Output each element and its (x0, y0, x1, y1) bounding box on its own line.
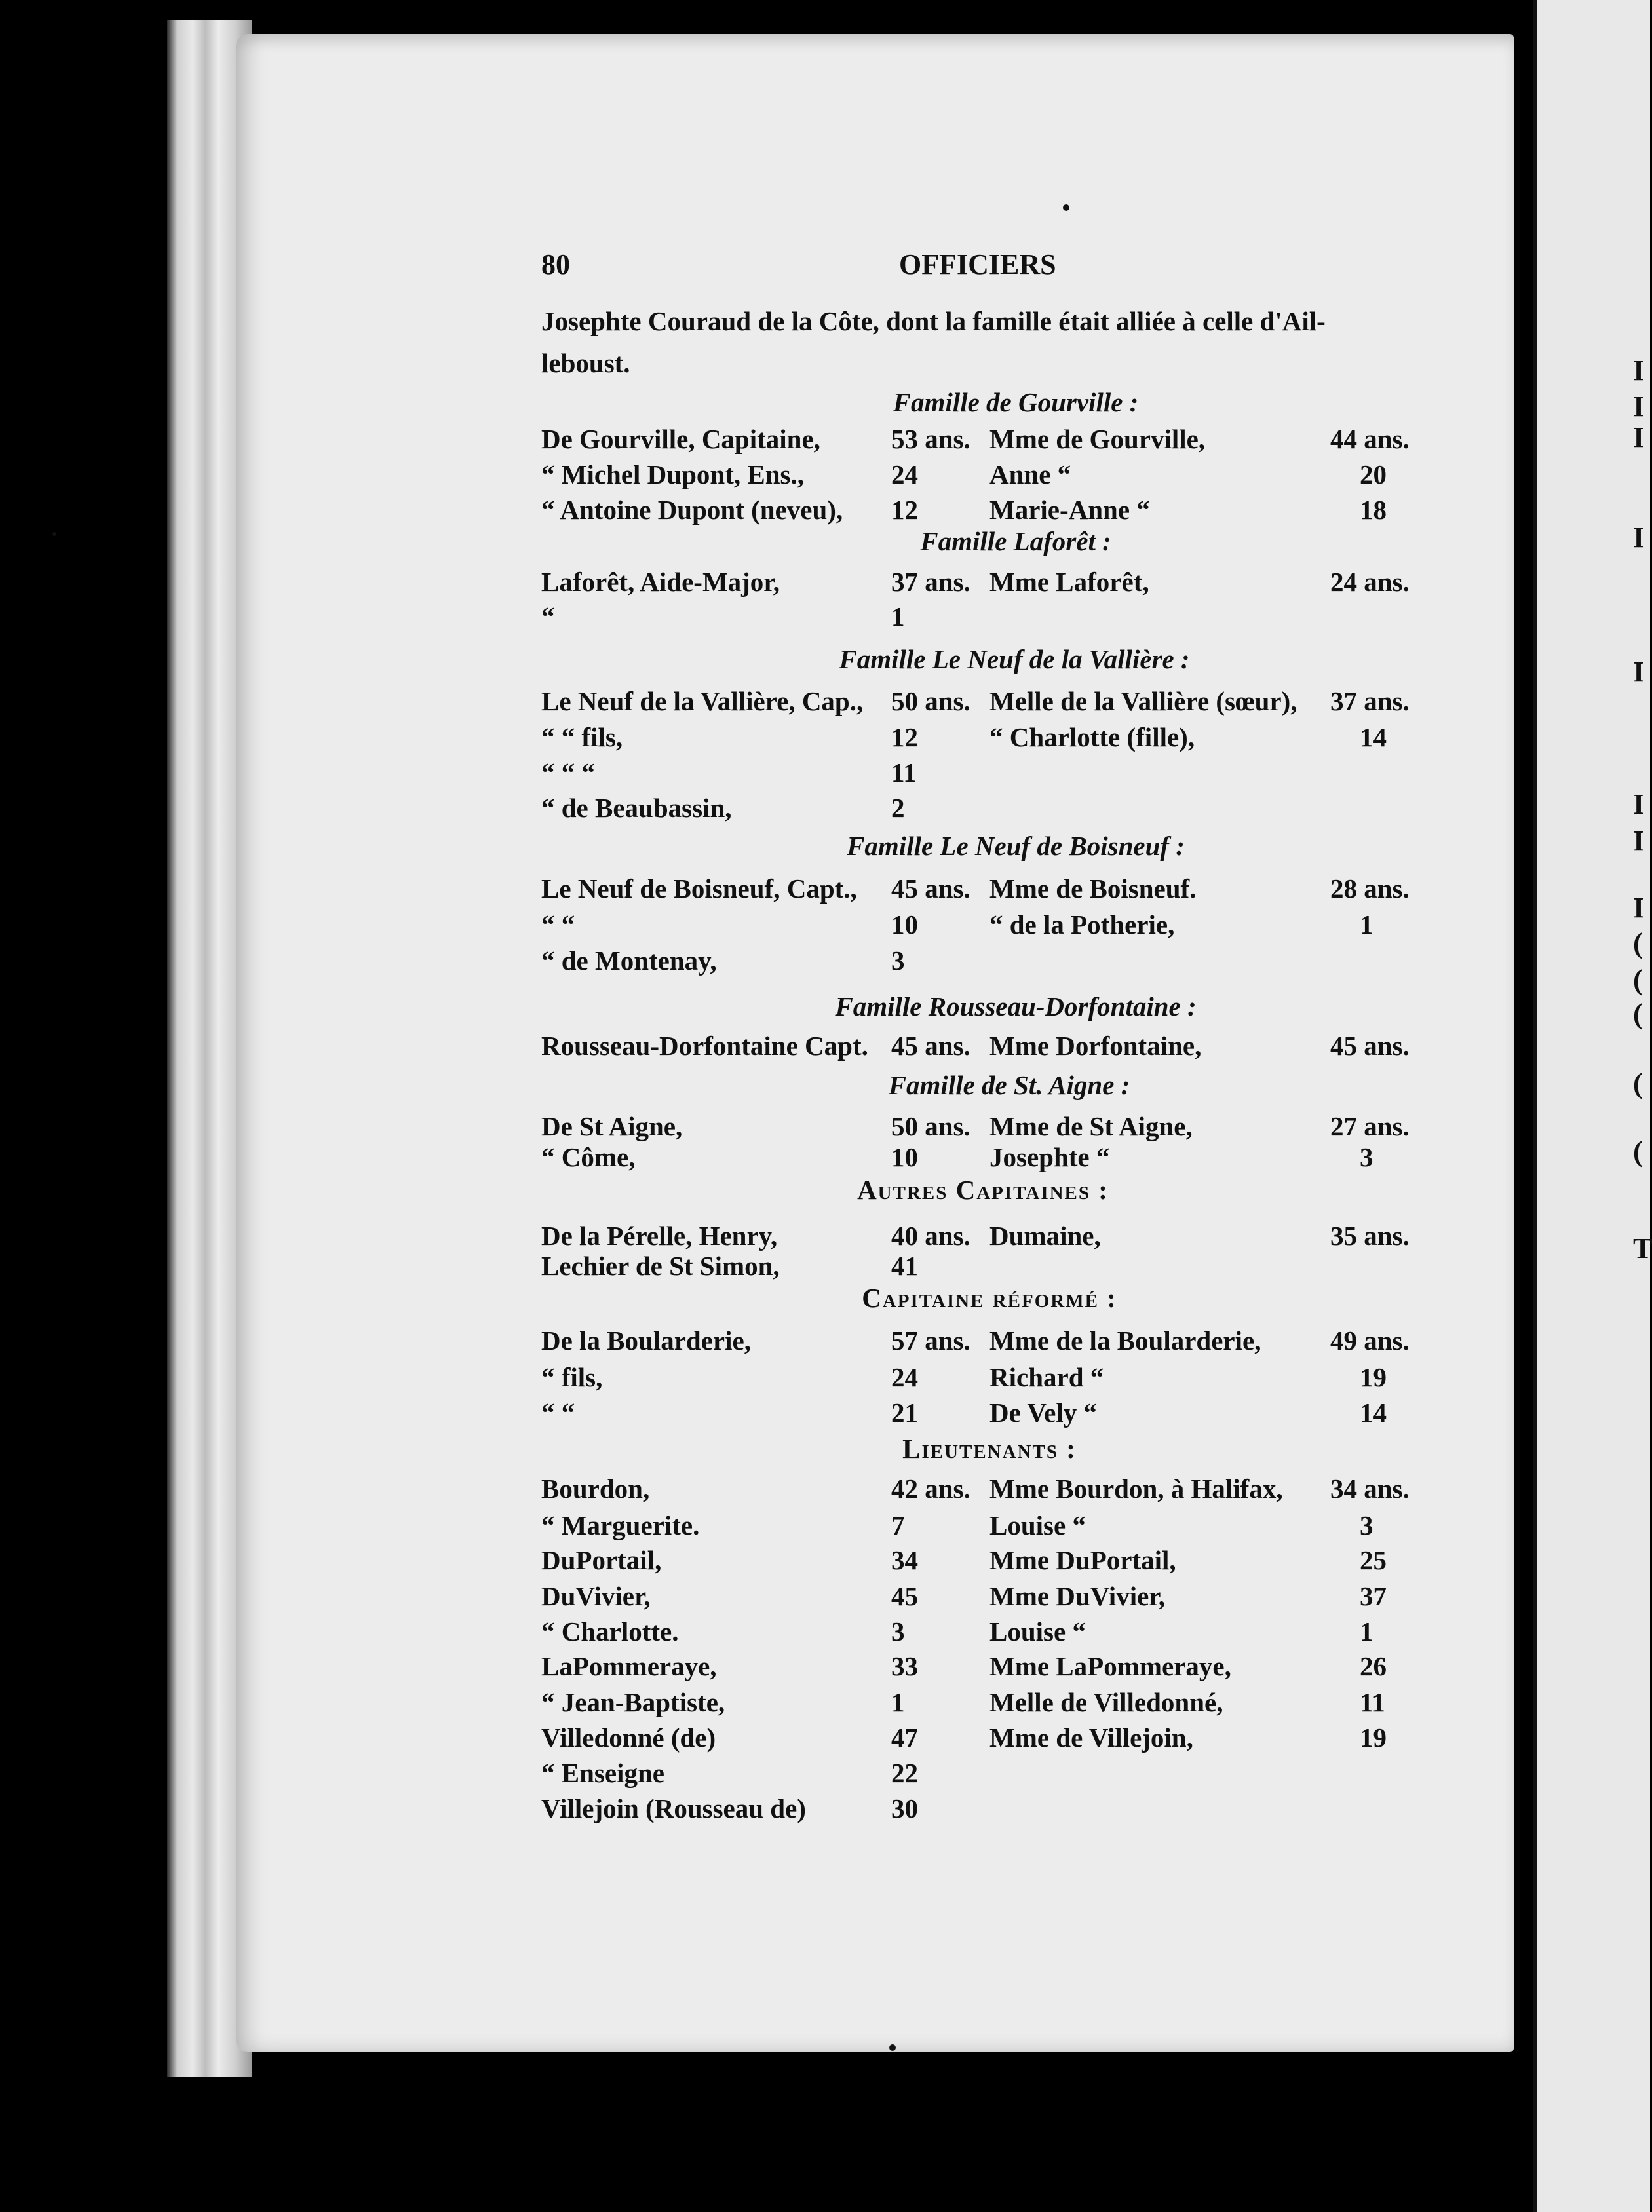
facing-page-letter: I (1633, 354, 1645, 387)
entry-relative-age: 3 (1360, 1510, 1373, 1540)
facing-page-letter: I (1633, 391, 1645, 423)
entry-person-name: De Gourville, Capitaine, (541, 424, 820, 454)
entry-relative-name: Melle de Villedonné, (989, 1687, 1223, 1717)
entry-person-name: “ Antoine Dupont (neveu), (541, 495, 843, 525)
entry-age: 24 (891, 459, 918, 489)
entry-age: 1 (891, 601, 905, 632)
facing-page-letter: ( (1633, 927, 1643, 959)
entry-person-name: “ Côme, (541, 1142, 636, 1172)
entry-age: 10 (891, 1142, 918, 1172)
entry-person-name: De St Aigne, (541, 1111, 683, 1141)
entry-relative-age: 3 (1360, 1142, 1373, 1172)
section-heading: Famille de Gourville : (893, 387, 1139, 417)
entry-age: 37 ans. (891, 567, 970, 597)
entry-person-name: “ Enseigne (541, 1758, 664, 1788)
facing-page-letter: ( (1633, 1067, 1643, 1099)
entry-age: 45 ans. (891, 873, 970, 904)
entry-person-name: De la Pérelle, Henry, (541, 1221, 778, 1251)
entry-relative-name: Mme de St Aigne, (989, 1111, 1193, 1141)
entry-relative-name: Mme DuVivier, (989, 1581, 1165, 1611)
entry-person-name: Lechier de St Simon, (541, 1251, 780, 1281)
entry-age: 34 (891, 1545, 918, 1575)
facing-page-letter: I (1633, 788, 1645, 820)
facing-page-letter: I (1633, 522, 1645, 554)
entry-age: 1 (891, 1687, 905, 1717)
entry-relative-name: Anne “ (989, 459, 1071, 489)
entry-person-name: Laforêt, Aide-Major, (541, 567, 780, 597)
facing-page-letter: I (1633, 656, 1645, 688)
entry-relative-name: Mme Dorfontaine, (989, 1031, 1202, 1061)
entry-relative-name: Mme LaPommeraye, (989, 1651, 1231, 1681)
entry-age: 57 ans. (891, 1325, 970, 1356)
entry-person-name: “ “ “ (541, 757, 595, 788)
entry-relative-age: 25 (1360, 1545, 1387, 1575)
entry-person-name: “ de Beaubassin, (541, 793, 732, 823)
facing-page-letter: ( (1633, 998, 1643, 1030)
entry-age: 12 (891, 722, 918, 752)
intro-line: leboust. (541, 348, 630, 378)
entry-age: 50 ans. (891, 686, 970, 716)
entry-relative-name: Mme de Villejoin, (989, 1723, 1193, 1753)
entry-person-name: Le Neuf de Boisneuf, Capt., (541, 873, 857, 904)
entry-relative-name: Mme de Gourville, (989, 424, 1206, 454)
entry-person-name: “ “ (541, 1398, 575, 1428)
entry-relative-age: 11 (1360, 1687, 1385, 1717)
entry-relative-name: Marie-Anne “ (989, 495, 1150, 525)
entry-person-name: LaPommeraye, (541, 1651, 717, 1681)
facing-page-edge (1533, 0, 1650, 2212)
entry-relative-age: 18 (1360, 495, 1387, 525)
facing-page-letter: T (1633, 1232, 1652, 1265)
entry-age: 3 (891, 1616, 905, 1647)
entry-person-name: “ Jean-Baptiste, (541, 1687, 725, 1717)
ink-speck (52, 532, 56, 536)
entry-relative-age: 49 ans. (1330, 1325, 1410, 1356)
entry-age: 30 (891, 1793, 918, 1823)
section-heading: Autres Capitaines : (857, 1175, 1109, 1205)
facing-page-letter: I (1633, 421, 1645, 453)
entry-person-name: “ Charlotte. (541, 1616, 679, 1647)
section-heading: Famille Le Neuf de la Vallière : (839, 644, 1190, 674)
section-heading: Famille Laforêt : (920, 526, 1111, 556)
entry-relative-name: “ de la Potherie, (989, 909, 1175, 940)
entry-age: 47 (891, 1723, 918, 1753)
running-title: OFFICIERS (899, 248, 1056, 280)
entry-person-name: “ Marguerite. (541, 1510, 700, 1540)
facing-page-letter: ( (1633, 1135, 1643, 1168)
entry-person-name: DuVivier, (541, 1581, 651, 1611)
entry-age: 7 (891, 1510, 905, 1540)
entry-relative-age: 34 ans. (1330, 1474, 1410, 1504)
entry-age: 21 (891, 1398, 918, 1428)
entry-relative-name: Louise “ (989, 1616, 1086, 1647)
section-heading: Lieutenants : (902, 1434, 1077, 1464)
entry-relative-age: 1 (1360, 1616, 1373, 1647)
entry-person-name: De la Boularderie, (541, 1325, 751, 1356)
entry-age: 12 (891, 495, 918, 525)
page-number: 80 (541, 248, 570, 280)
entry-relative-age: 19 (1360, 1362, 1387, 1392)
entry-person-name: “ (541, 601, 555, 632)
entry-person-name: Villedonné (de) (541, 1723, 716, 1753)
entry-age: 10 (891, 909, 918, 940)
entry-age: 22 (891, 1758, 918, 1788)
entry-relative-name: Mme de Boisneuf. (989, 873, 1197, 904)
entry-person-name: “ de Montenay, (541, 945, 717, 976)
entry-person-name: Bourdon, (541, 1474, 650, 1504)
entry-age: 40 ans. (891, 1221, 970, 1251)
ink-speck (1063, 204, 1069, 211)
entry-person-name: DuPortail, (541, 1545, 662, 1575)
entry-relative-age: 28 ans. (1330, 873, 1410, 904)
entry-relative-age: 44 ans. (1330, 424, 1410, 454)
facing-page-letter: ( (1633, 964, 1643, 996)
facing-page-letter: I (1633, 825, 1645, 857)
entry-person-name: Rousseau-Dorfontaine Capt. (541, 1031, 868, 1061)
entry-age: 33 (891, 1651, 918, 1681)
entry-age: 11 (891, 757, 917, 788)
entry-relative-age: 19 (1360, 1723, 1387, 1753)
entry-relative-name: Mme Bourdon, à Halifax, (989, 1474, 1283, 1504)
entry-relative-age: 27 ans. (1330, 1111, 1410, 1141)
entry-relative-name: Louise “ (989, 1510, 1086, 1540)
entry-relative-age: 14 (1360, 1398, 1387, 1428)
entry-relative-age: 35 ans. (1330, 1221, 1410, 1251)
entry-relative-age: 1 (1360, 909, 1373, 940)
section-heading: Capitaine réformé : (862, 1283, 1117, 1313)
ink-speck (889, 2044, 896, 2051)
entry-relative-age: 37 (1360, 1581, 1387, 1611)
entry-age: 24 (891, 1362, 918, 1392)
entry-age: 42 ans. (891, 1474, 970, 1504)
entry-age: 41 (891, 1251, 918, 1281)
entry-relative-name: Josephte “ (989, 1142, 1110, 1172)
entry-relative-name: Richard “ (989, 1362, 1104, 1392)
entry-person-name: Villejoin (Rousseau de) (541, 1793, 806, 1823)
entry-relative-name: Mme Laforêt, (989, 567, 1149, 597)
entry-relative-name: Dumaine, (989, 1221, 1101, 1251)
entry-relative-age: 24 ans. (1330, 567, 1410, 597)
facing-page-letter: I (1633, 892, 1645, 924)
entry-relative-name: Melle de la Vallière (sœur), (989, 686, 1297, 716)
entry-relative-age: 20 (1360, 459, 1387, 489)
intro-line: Josephte Couraud de la Côte, dont la famille était alliée à celle d'Ail- (541, 306, 1326, 336)
entry-relative-age: 37 ans. (1330, 686, 1410, 716)
entry-age: 45 (891, 1581, 918, 1611)
entry-relative-age: 45 ans. (1330, 1031, 1410, 1061)
entry-age: 45 ans. (891, 1031, 970, 1061)
entry-age: 3 (891, 945, 905, 976)
entry-person-name: “ “ (541, 909, 575, 940)
entry-relative-age: 26 (1360, 1651, 1387, 1681)
entry-person-name: “ Michel Dupont, Ens., (541, 459, 804, 489)
entry-relative-name: Mme DuPortail, (989, 1545, 1176, 1575)
section-heading: Famille Rousseau-Dorfontaine : (835, 991, 1197, 1021)
entry-person-name: Le Neuf de la Vallière, Cap., (541, 686, 864, 716)
entry-age: 53 ans. (891, 424, 970, 454)
entry-person-name: “ “ fils, (541, 722, 623, 752)
entry-relative-age: 14 (1360, 722, 1387, 752)
section-heading: Famille Le Neuf de Boisneuf : (847, 831, 1185, 861)
entry-age: 50 ans. (891, 1111, 970, 1141)
entry-relative-name: “ Charlotte (fille), (989, 722, 1195, 752)
entry-relative-name: Mme de la Boularderie, (989, 1325, 1261, 1356)
entry-relative-name: De Vely “ (989, 1398, 1097, 1428)
entry-person-name: “ fils, (541, 1362, 603, 1392)
section-heading: Famille de St. Aigne : (888, 1070, 1130, 1100)
entry-age: 2 (891, 793, 905, 823)
